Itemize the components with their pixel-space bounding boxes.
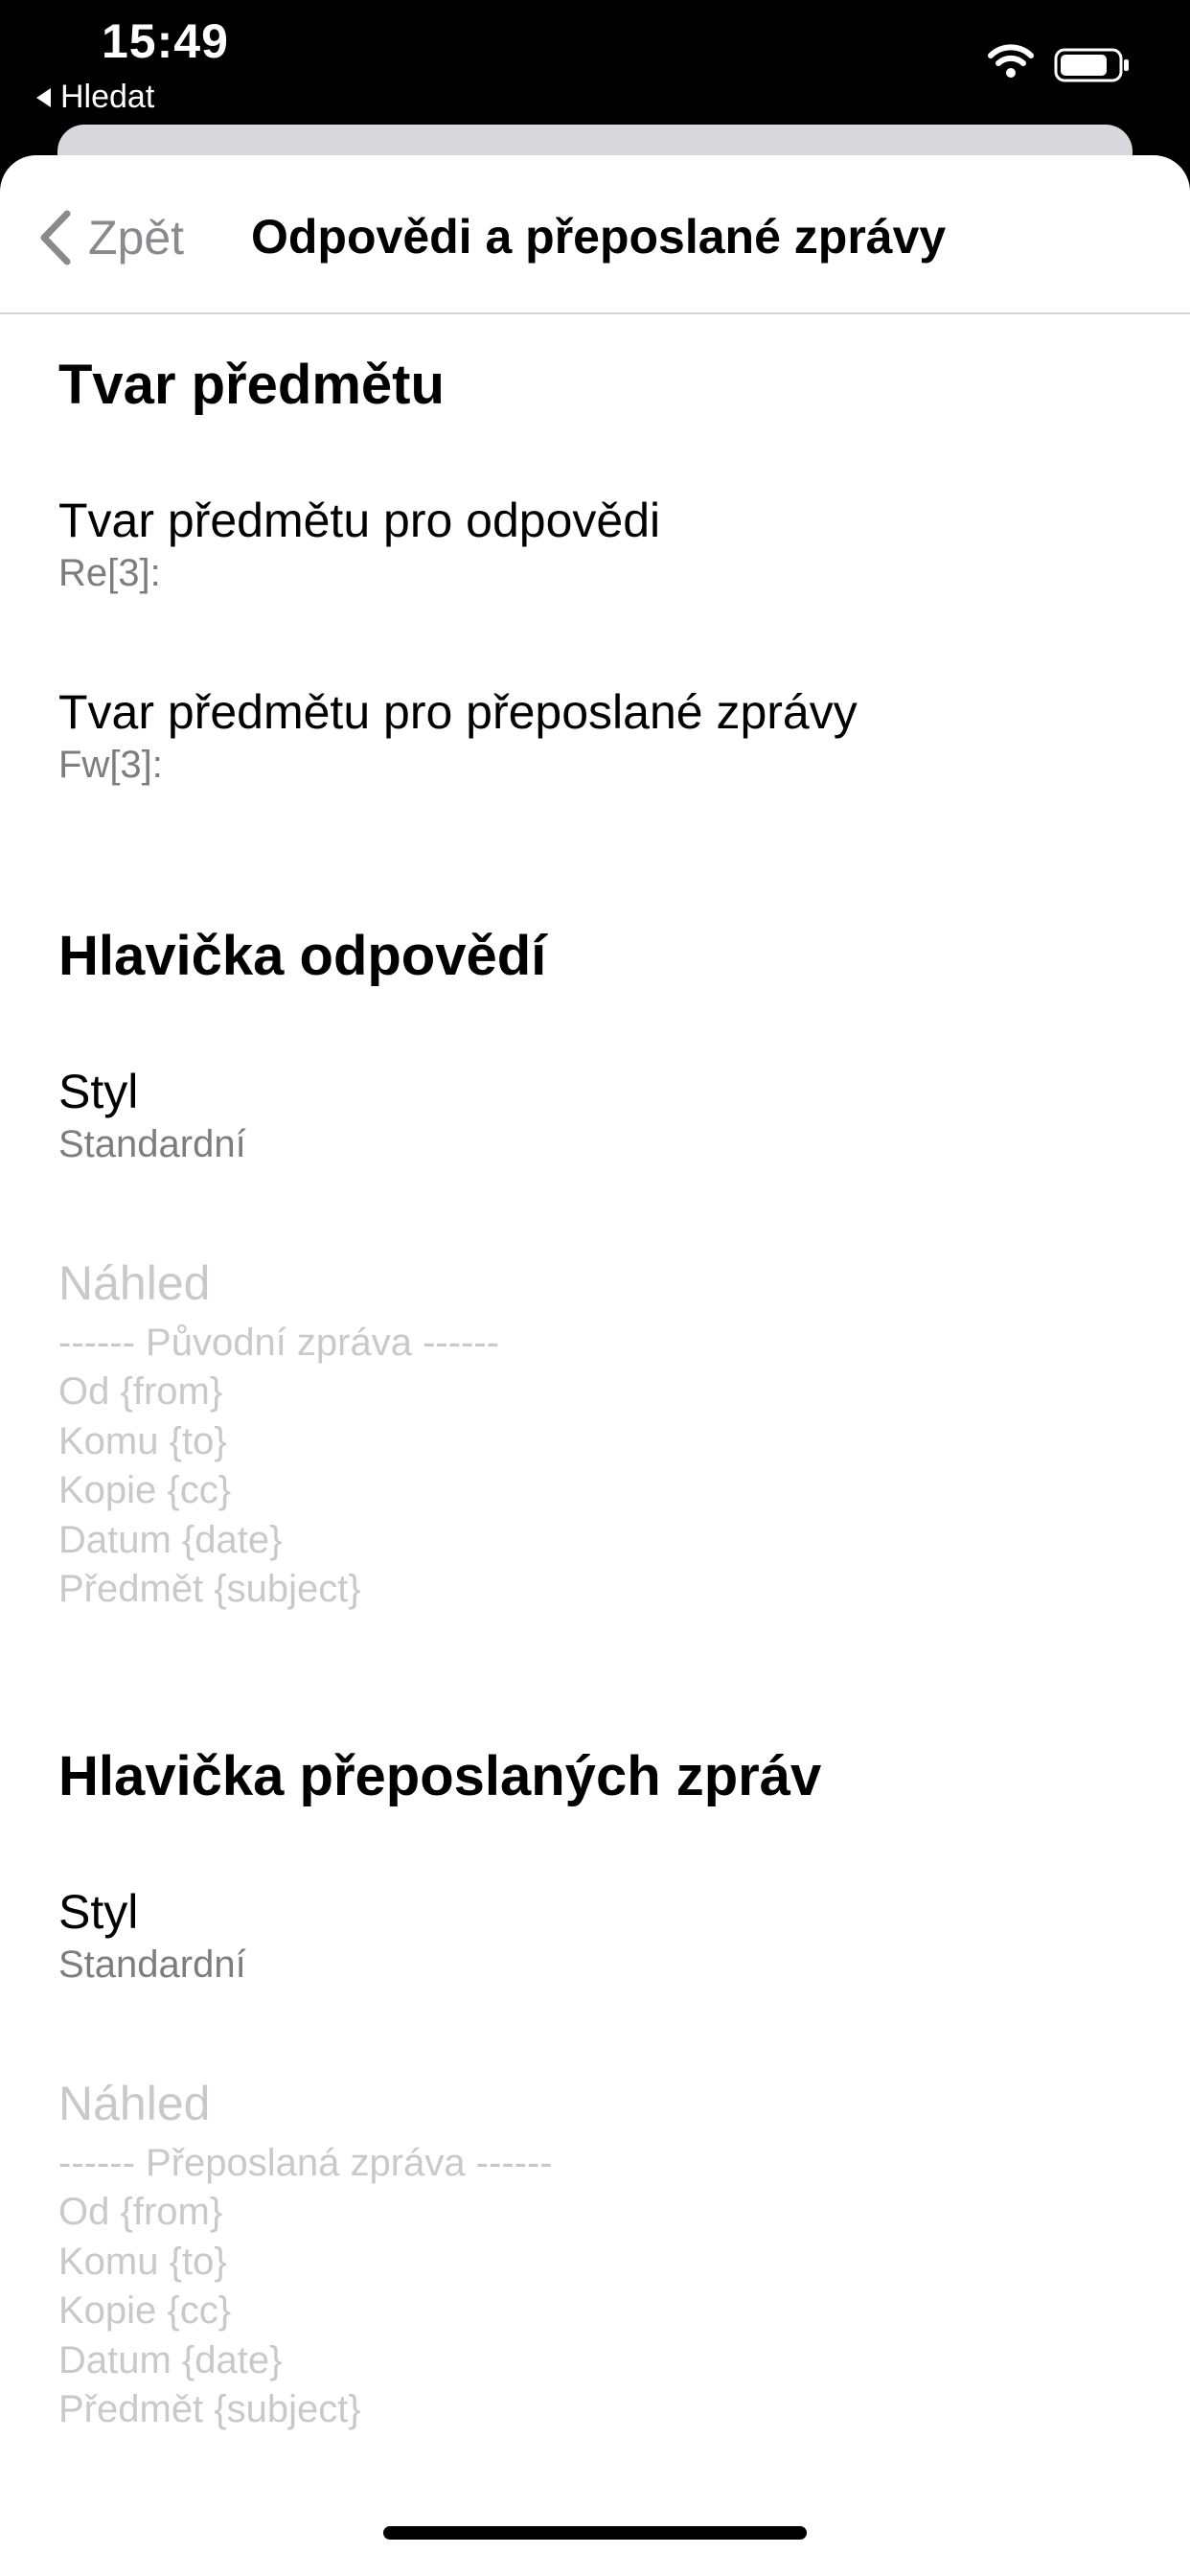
forward-preview-line: Komu {to} — [58, 2240, 227, 2283]
reply-subject-value: Re[3]: — [58, 552, 161, 594]
reply-preview-title: Náhled — [58, 1256, 211, 1310]
reply-subject-label: Tvar předmětu pro odpovědi — [58, 494, 661, 547]
section-title-subject: Tvar předmětu — [58, 354, 445, 416]
reply-style-row[interactable] — [0, 1064, 1190, 1179]
reply-preview-line: Datum {date} — [58, 1518, 283, 1561]
back-button[interactable] — [34, 203, 184, 272]
forward-preview-title: Náhled — [58, 2077, 211, 2130]
reply-preview-line: Kopie {cc} — [58, 1469, 232, 1512]
home-indicator[interactable] — [383, 2526, 807, 2540]
reply-style-label: Styl — [58, 1065, 139, 1118]
chevron-left-icon — [34, 208, 75, 267]
back-to-app-label: Hledat — [60, 79, 155, 115]
forward-subject-row[interactable] — [0, 684, 1190, 799]
reply-preview-line: Od {from} — [58, 1370, 223, 1414]
forward-subject-value: Fw[3]: — [58, 744, 163, 786]
forward-preview-line: ------ Přeposlaná zpráva ------ — [58, 2142, 553, 2184]
battery-icon — [1054, 48, 1131, 82]
forward-style-value: Standardní — [58, 1944, 246, 1986]
reply-subject-row[interactable] — [0, 493, 1190, 608]
reply-preview-line: Komu {to} — [58, 1419, 227, 1462]
forward-preview-line: Od {from} — [58, 2191, 223, 2234]
forward-style-label: Styl — [58, 1885, 139, 1939]
page-title: Odpovědi a přeposlané zprávy — [251, 210, 947, 264]
wifi-icon — [987, 42, 1035, 80]
forward-header-preview — [58, 2076, 553, 2434]
back-to-app-button[interactable] — [36, 79, 154, 116]
settings-sheet — [0, 155, 1190, 2576]
section-title-reply-header: Hlavička odpovědí — [58, 925, 547, 987]
reply-header-preview — [58, 1255, 499, 1614]
back-button-label: Zpět — [88, 211, 185, 264]
section-title-forward-header: Hlavička přeposlaných zpráv — [58, 1745, 822, 1807]
forward-subject-label: Tvar předmětu pro přeposlané zprávy — [58, 685, 858, 739]
forward-preview-line: Datum {date} — [58, 2338, 283, 2381]
forward-preview-line: Kopie {cc} — [58, 2289, 232, 2333]
forward-style-row[interactable] — [0, 1884, 1190, 1999]
reply-style-value: Standardní — [58, 1123, 246, 1165]
navigation-bar — [0, 155, 1190, 314]
back-triangle-icon — [36, 88, 51, 107]
reply-preview-line: ------ Původní zpráva ------ — [58, 1322, 500, 1364]
forward-preview-line: Předmět {subject} — [58, 2388, 361, 2431]
status-time: 15:49 — [102, 14, 229, 68]
reply-preview-line: Předmět {subject} — [58, 1568, 361, 1611]
